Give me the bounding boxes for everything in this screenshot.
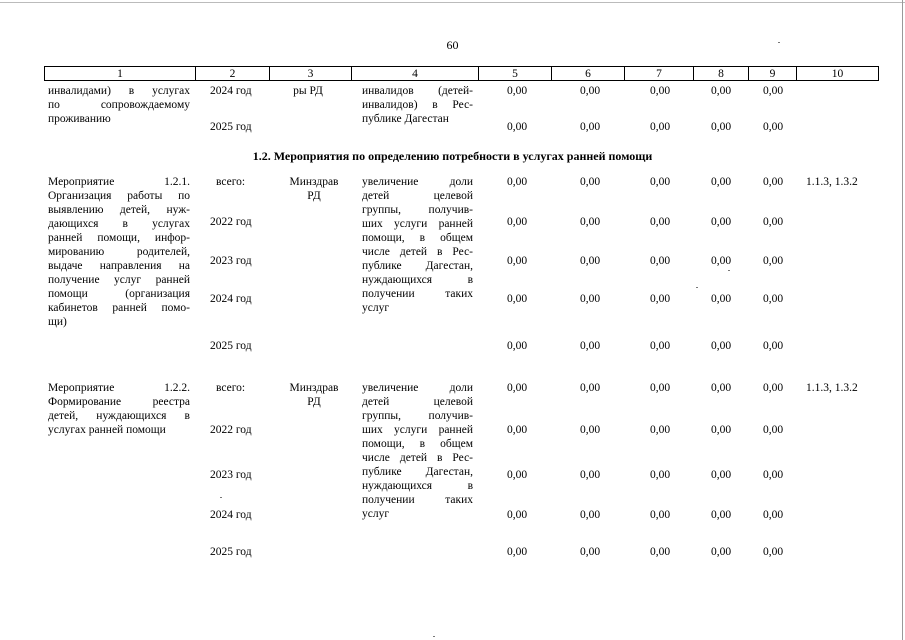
col-header-10: 10 — [797, 67, 879, 81]
table-row: 2024 год 0,00 0,00 0,00 0,00 0,00 — [210, 509, 784, 521]
col-header-1: 1 — [45, 67, 196, 81]
target-indicator: увеличение доли детей целевой группы, получив- ших услуги ранней помощи, в общем числе детей в Рес- публике Дагестан, нуждающихся в получении таких услуг — [362, 382, 473, 520]
column-header-row — [44, 66, 879, 81]
col-header-8: 8 — [694, 67, 749, 81]
col-header-9: 9 — [749, 67, 797, 81]
scan-speck — [433, 636, 435, 637]
col-header-5: 5 — [479, 67, 552, 81]
table-row: 2024 год 0,00 0,00 0,00 0,00 0,00 — [210, 85, 784, 97]
scan-speck — [696, 287, 698, 288]
page-number: 60 — [446, 38, 459, 52]
col-header-7: 7 — [625, 67, 694, 81]
target-indicator: инвалидов (детей- инвалидов) в Рес- публике Дагестан — [362, 85, 473, 125]
scan-speck — [220, 497, 222, 498]
table-row: 2025 год 0,00 0,00 0,00 0,00 0,00 — [210, 121, 784, 133]
col-header-6: 6 — [552, 67, 625, 81]
table-row: 2024 год 0,00 0,00 0,00 0,00 0,00 — [210, 293, 784, 305]
section-title: 1.2. Мероприятия по определению потребности в услугах ранней помощи — [252, 149, 653, 163]
target-indicator-refs: 1.1.3, 1.3.2 — [806, 176, 858, 188]
measure-description: Мероприятие 1.2.2. Формирование реестра детей, нуждающихся в услугах ранней помощи — [48, 382, 190, 436]
responsible-executor: Минздрав РД — [289, 382, 339, 408]
target-indicator-refs: 1.1.3, 1.3.2 — [806, 382, 858, 394]
col-header-3: 3 — [270, 67, 352, 81]
table-row: 2022 год 0,00 0,00 0,00 0,00 0,00 — [210, 424, 784, 436]
target-indicator: увеличение доли детей целевой группы, получив- ших услуги ранней помощи, в общем числе детей в Рес- публике Дагестан, нуждающихся в получении таких услуг — [362, 176, 473, 314]
table-row: всего: 0,00 0,00 0,00 0,00 0,00 — [216, 382, 784, 394]
table-row: 2022 год 0,00 0,00 0,00 0,00 0,00 — [210, 216, 784, 228]
table-row: 2025 год 0,00 0,00 0,00 0,00 0,00 — [210, 340, 784, 352]
table-row: 2025 год 0,00 0,00 0,00 0,00 0,00 — [210, 546, 784, 558]
table-row: 2023 год 0,00 0,00 0,00 0,00 0,00 — [210, 255, 784, 267]
scan-speck — [728, 270, 730, 271]
measure-description: Мероприятие 1.2.1. Организация работы по выявлению детей, нуж- дающихся в услугах ранней помощи, инфор- мированию родителей, выдаче направления на получение услуг ранней помощи (организация кабинетов ранней помо- щи) — [48, 176, 190, 328]
table-row: всего: 0,00 0,00 0,00 0,00 0,00 — [216, 176, 784, 188]
col-header-2: 2 — [196, 67, 270, 81]
scan-speck — [778, 42, 780, 43]
scan-right-border — [902, 0, 903, 640]
table-row: 2023 год 0,00 0,00 0,00 0,00 0,00 — [210, 469, 784, 481]
measure-description: инвалидами) в услугах по сопровождаемому проживанию — [48, 85, 190, 125]
col-header-4: 4 — [352, 67, 479, 81]
responsible-executor: ры РД — [293, 85, 323, 97]
scan-top-border — [0, 2, 905, 3]
responsible-executor: Минздрав РД — [289, 176, 339, 202]
